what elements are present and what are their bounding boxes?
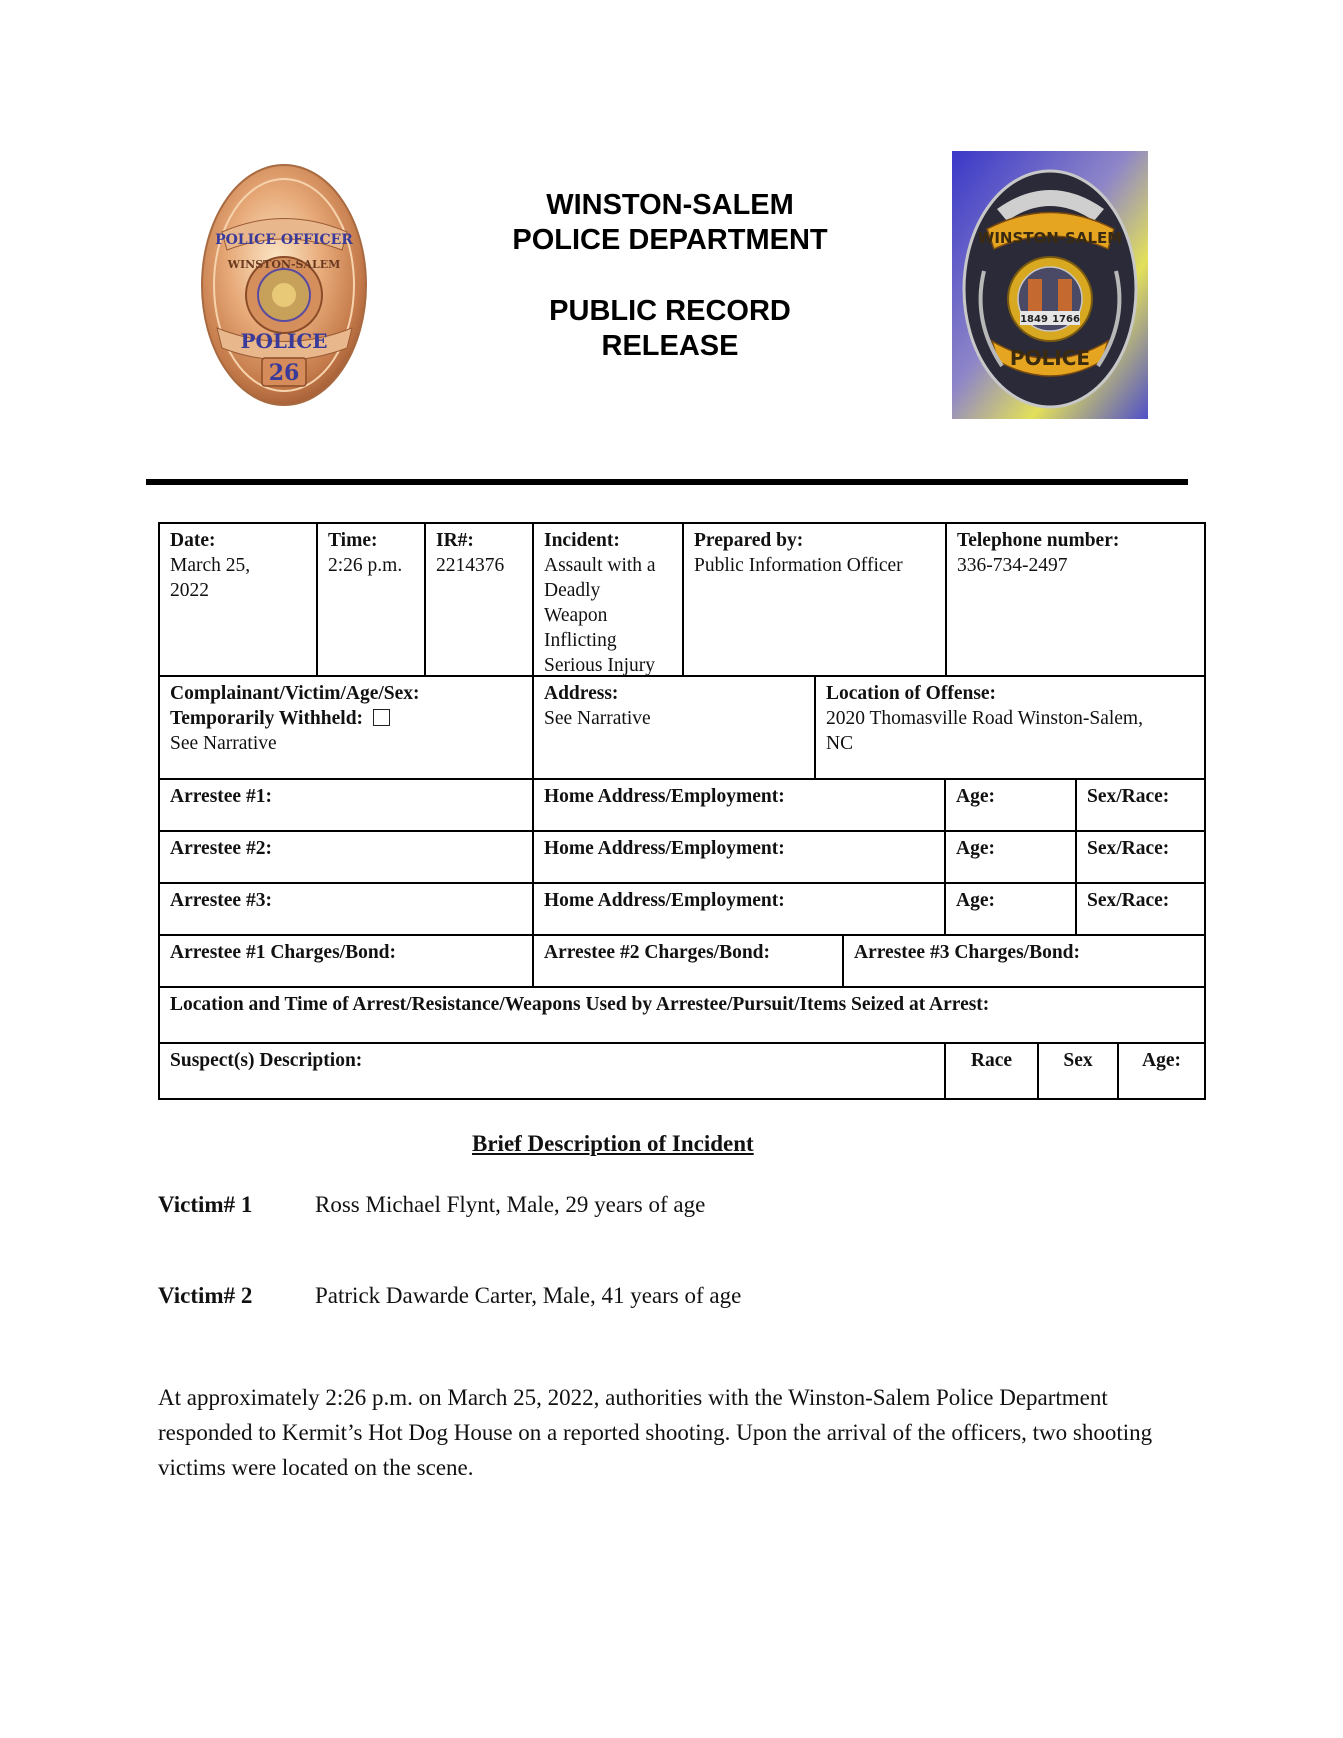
complainant-label: Complainant/Victim/Age/Sex:	[170, 683, 420, 704]
date-cell	[160, 524, 318, 675]
department-title	[430, 188, 910, 258]
time-value: 2:26 p.m.	[328, 555, 403, 576]
time-label: Time:	[328, 530, 378, 551]
arrestee-1-home-label: Home Address/Employment:	[544, 786, 785, 807]
arrestee-1-sexrace-label: Sex/Race:	[1087, 786, 1170, 807]
police-badge-logo	[192, 150, 398, 420]
arrestee-3-age-label: Age:	[956, 890, 995, 911]
date-value-2: 2022	[170, 580, 209, 601]
arrestee-1-label: Arrestee #1:	[170, 786, 272, 807]
phone-cell	[947, 524, 1204, 675]
form-row-suspect	[158, 1042, 1206, 1100]
location-value-2: NC	[826, 733, 854, 754]
incident-narrative: At approximately 2:26 p.m. on March 25, 2022, authorities with the Winston-Salem Police Department responded to Kermit’s Hot Dog House on a reported shooting. Upon the arrival of the officers, two shooting victims were located on the scene.	[158, 1385, 1153, 1480]
address-cell	[534, 677, 816, 778]
prepared-label: Prepared by:	[694, 530, 804, 551]
complainant-value: See Narrative	[170, 733, 277, 754]
police-patch-logo	[952, 151, 1148, 419]
patch-text-bottom: POLICE	[1009, 346, 1091, 370]
incident-value-4: Inflicting	[544, 630, 617, 651]
complainant-cell	[160, 677, 534, 778]
time-cell	[318, 524, 426, 675]
ir-cell	[426, 524, 534, 675]
incident-value-2: Deadly	[544, 580, 601, 601]
suspect-sex-label: Sex	[1063, 1050, 1093, 1071]
incident-value-5: Serious Injury	[544, 655, 656, 675]
form-row-arrestee-2	[158, 830, 1206, 882]
incident-value-1: Assault with a	[544, 555, 656, 576]
ir-label: IR#:	[436, 530, 474, 551]
arrestee-2-age-label: Age:	[956, 838, 995, 859]
badge-text-top: POLICE OFFICER	[215, 232, 353, 248]
location-cell	[816, 677, 1204, 778]
suspect-label: Suspect(s) Description:	[170, 1050, 363, 1071]
victim-2-text: Patrick Dawarde Carter, Male, 41 years of age	[315, 1283, 742, 1308]
location-label: Location of Offense:	[826, 683, 997, 704]
title-line-2: POLICE DEPARTMENT	[512, 224, 828, 256]
arrestee-1-age-label: Age:	[956, 786, 995, 807]
arrestee-2-sexrace-label: Sex/Race:	[1087, 838, 1170, 859]
withheld-checkbox[interactable]	[373, 709, 390, 726]
suspect-race-label: Race	[970, 1050, 1013, 1071]
prepared-value: Public Information Officer	[694, 555, 903, 576]
release-line-2: RELEASE	[601, 330, 739, 362]
victim-1-text: Ross Michael Flynt, Male, 29 years of age	[315, 1192, 706, 1217]
address-label: Address:	[544, 683, 619, 704]
prepared-cell	[684, 524, 947, 675]
location-value-1: 2020 Thomasville Road Winston-Salem,	[826, 708, 1143, 729]
charges-3-label: Arrestee #3 Charges/Bond:	[854, 942, 1081, 963]
date-value-1: March 25,	[170, 555, 251, 576]
form-row-arrestee-1	[158, 778, 1206, 830]
patch-year-left: 1849	[1020, 314, 1048, 325]
form-row-complainant	[158, 675, 1206, 778]
charges-2-label: Arrestee #2 Charges/Bond:	[544, 942, 771, 963]
victim-2-label: Victim# 2	[158, 1283, 253, 1308]
incident-cell	[534, 524, 684, 675]
arrestee-2-home-label: Home Address/Employment:	[544, 838, 785, 859]
form-row-incident	[158, 522, 1206, 675]
form-row-charges	[158, 934, 1206, 986]
date-label: Date:	[170, 530, 216, 551]
victim-1-label: Victim# 1	[158, 1192, 253, 1217]
withheld-label: Temporarily Withheld:	[170, 708, 364, 729]
header-divider	[146, 479, 1188, 485]
address-value: See Narrative	[544, 708, 651, 729]
phone-value: 336-734-2497	[957, 555, 1068, 576]
incident-value-3: Weapon	[544, 605, 608, 626]
incident-label: Incident:	[544, 530, 620, 551]
patch-text-top: WINSTON-SALEM	[977, 229, 1123, 247]
phone-label: Telephone number:	[957, 530, 1120, 551]
arrest-location-label: Location and Time of Arrest/Resistance/Weapons Used by Arrestee/Pursuit/Items Seized at Arrest:	[170, 994, 990, 1015]
arrestee-3-home-label: Home Address/Employment:	[544, 890, 785, 911]
charges-1-label: Arrestee #1 Charges/Bond:	[170, 942, 397, 963]
patch-year-right: 1766	[1052, 314, 1080, 325]
title-line-1: WINSTON-SALEM	[546, 189, 794, 221]
arrestee-3-sexrace-label: Sex/Race:	[1087, 890, 1170, 911]
release-line-1: PUBLIC RECORD	[549, 295, 791, 327]
suspect-age-label: Age:	[1142, 1050, 1181, 1071]
ir-value: 2214376	[436, 555, 505, 576]
form-row-arrest-location	[158, 986, 1206, 1042]
brief-description-heading: Brief Description of Incident	[472, 1131, 754, 1156]
release-title	[430, 294, 910, 364]
badge-text-ring: WINSTON-SALEM	[227, 258, 341, 271]
arrestee-2-label: Arrestee #2:	[170, 838, 272, 859]
arrestee-3-label: Arrestee #3:	[170, 890, 272, 911]
badge-text-bottom: POLICE	[240, 329, 328, 353]
badge-number: 26	[268, 360, 300, 386]
form-row-arrestee-3	[158, 882, 1206, 934]
